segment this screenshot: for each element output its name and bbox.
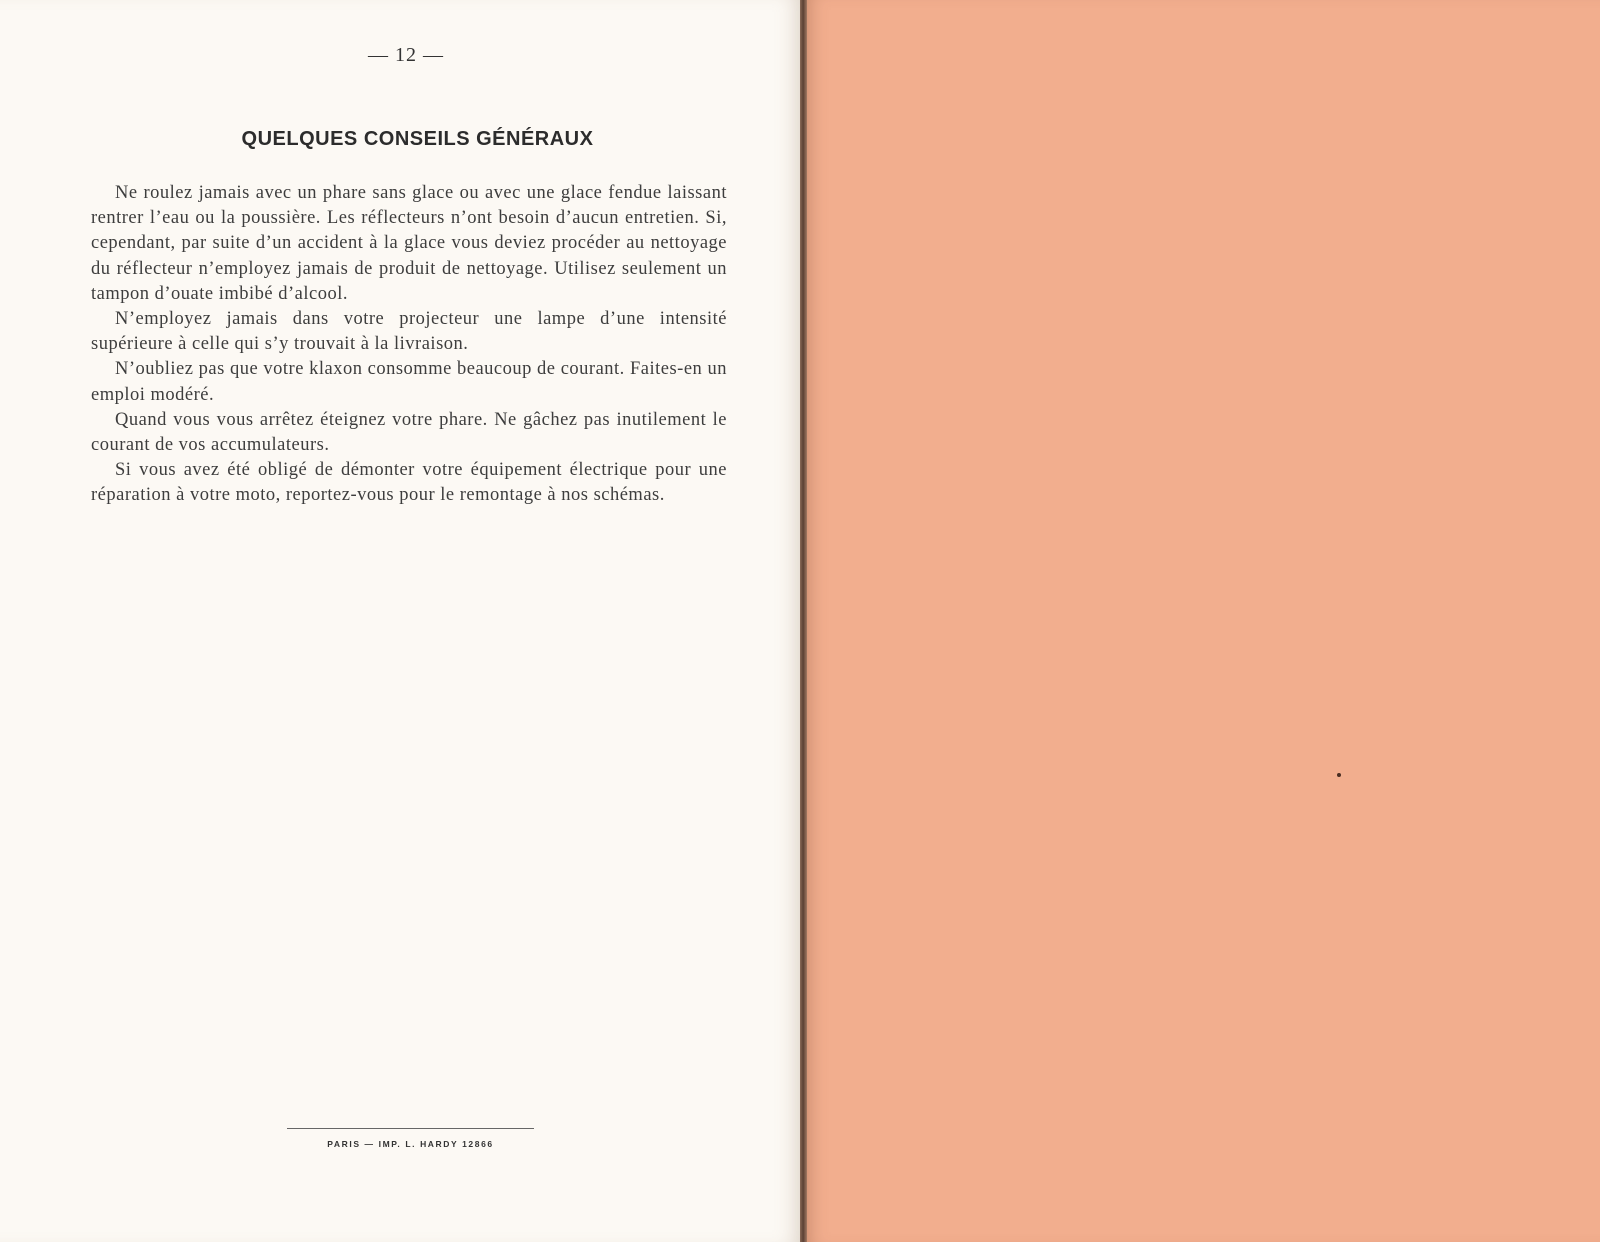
paragraph: Ne roulez jamais avec un phare sans glace ou avec une glace fendue laissant rentrer l’eau ou la poussière. Les réflecteurs n’ont besoin d’aucun entretien. Si, cependant, par suite d’un accident à la glace vous deviez procéder au nettoyage du réflecteur n’employez jamais de produit de nettoyage. Utilisez seulement un tampon d’ouate imbibé d’alcool.	[91, 183, 727, 304]
printer-imprint: PARIS — IMP. L. HARDY 12866	[327, 1139, 494, 1149]
paragraph: N’oubliez pas que votre klaxon consomme beaucoup de courant. Faites-en un emploi modéré.	[91, 359, 727, 405]
body-text	[91, 181, 727, 509]
right-page-blank-cover	[807, 0, 1600, 1242]
paragraph: Quand vous vous arrêtez éteignez votre phare. Ne gâchez pas inutilement le courant de vos accumulateurs.	[91, 409, 727, 456]
imprint-divider	[287, 1128, 534, 1129]
paragraph: Si vous avez été obligé de démonter votre équipement électrique pour une réparation à votre moto, reportez-vous pour le remontage à nos schémas.	[91, 460, 727, 506]
paragraph: N’employez jamais dans votre projecteur une lampe d’une intensité supérieure à celle qui s’y trouvait à la livraison.	[91, 309, 727, 355]
page-number: — 12 —	[368, 44, 444, 66]
paper-speck	[1337, 773, 1341, 777]
book-spine	[800, 0, 807, 1242]
page-title: QUELQUES CONSEILS GÉNÉRAUX	[241, 128, 594, 150]
